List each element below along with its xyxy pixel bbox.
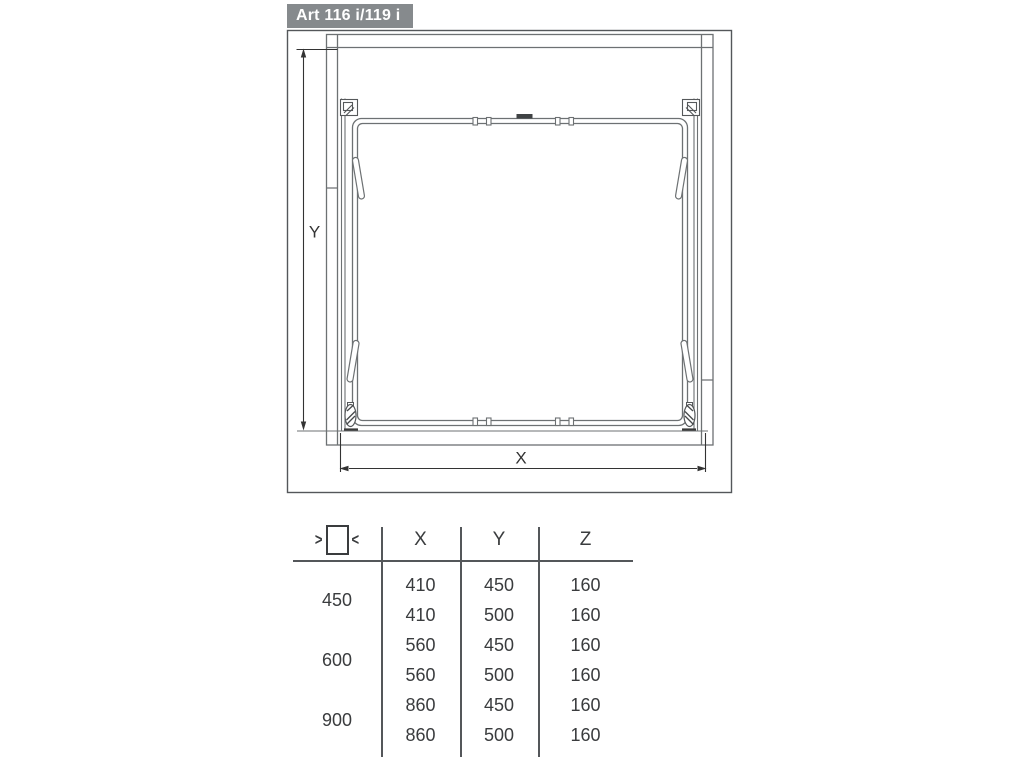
dim-label-x: X bbox=[515, 448, 527, 468]
slide-rails bbox=[342, 99, 698, 432]
table-cell: 160 bbox=[570, 604, 601, 625]
cabinet-width-group: 600 bbox=[321, 649, 353, 670]
cabinet-width-group: 450 bbox=[321, 589, 353, 610]
col-header-x: X bbox=[414, 528, 427, 550]
table-cell: 560 bbox=[405, 634, 436, 655]
front-roller-left bbox=[344, 403, 358, 430]
table-header bbox=[293, 519, 633, 560]
table-cell: 160 bbox=[570, 694, 601, 715]
table-cell: 160 bbox=[570, 574, 601, 595]
table-cell: 160 bbox=[570, 724, 601, 745]
col-header-y: Y bbox=[492, 528, 506, 550]
table-cell: 560 bbox=[405, 664, 436, 685]
rear-clip-right bbox=[683, 100, 700, 116]
dim-label-y: Y bbox=[308, 222, 321, 242]
table-cell: 160 bbox=[570, 664, 601, 685]
lever-arms bbox=[347, 157, 694, 382]
table-cell: 500 bbox=[483, 724, 515, 745]
table-body bbox=[293, 570, 633, 750]
col-header-z: Z bbox=[579, 528, 592, 550]
table-cell: 410 bbox=[405, 574, 436, 595]
table-cell: 450 bbox=[483, 694, 515, 715]
arrow-right-glyph: > bbox=[314, 530, 323, 549]
rear-clip-left bbox=[341, 100, 358, 116]
cabinet-box-glyph bbox=[326, 525, 349, 555]
pull-out-frame bbox=[353, 119, 688, 426]
center-stop-mark bbox=[517, 114, 533, 119]
table-cell: 500 bbox=[483, 664, 515, 685]
dimension-table bbox=[293, 519, 633, 759]
arrow-down-icon bbox=[301, 422, 306, 431]
table-cell: 410 bbox=[405, 604, 436, 625]
table-cell: 860 bbox=[405, 724, 436, 745]
table-cell: 450 bbox=[483, 574, 515, 595]
article-title-tab: Art 116 i/119 i bbox=[287, 4, 413, 28]
arrow-left-glyph: < bbox=[351, 530, 360, 549]
header-divider bbox=[293, 560, 633, 562]
cabinet-width-group: 900 bbox=[321, 709, 353, 730]
table-cell: 160 bbox=[570, 634, 601, 655]
table-cell: 860 bbox=[405, 694, 436, 715]
frame-clamp-marks bbox=[473, 118, 574, 426]
cabinet-carcass bbox=[327, 35, 714, 446]
table-cell: 500 bbox=[483, 604, 515, 625]
table-cell: 450 bbox=[483, 634, 515, 655]
cabinet-width-icon bbox=[293, 519, 381, 560]
